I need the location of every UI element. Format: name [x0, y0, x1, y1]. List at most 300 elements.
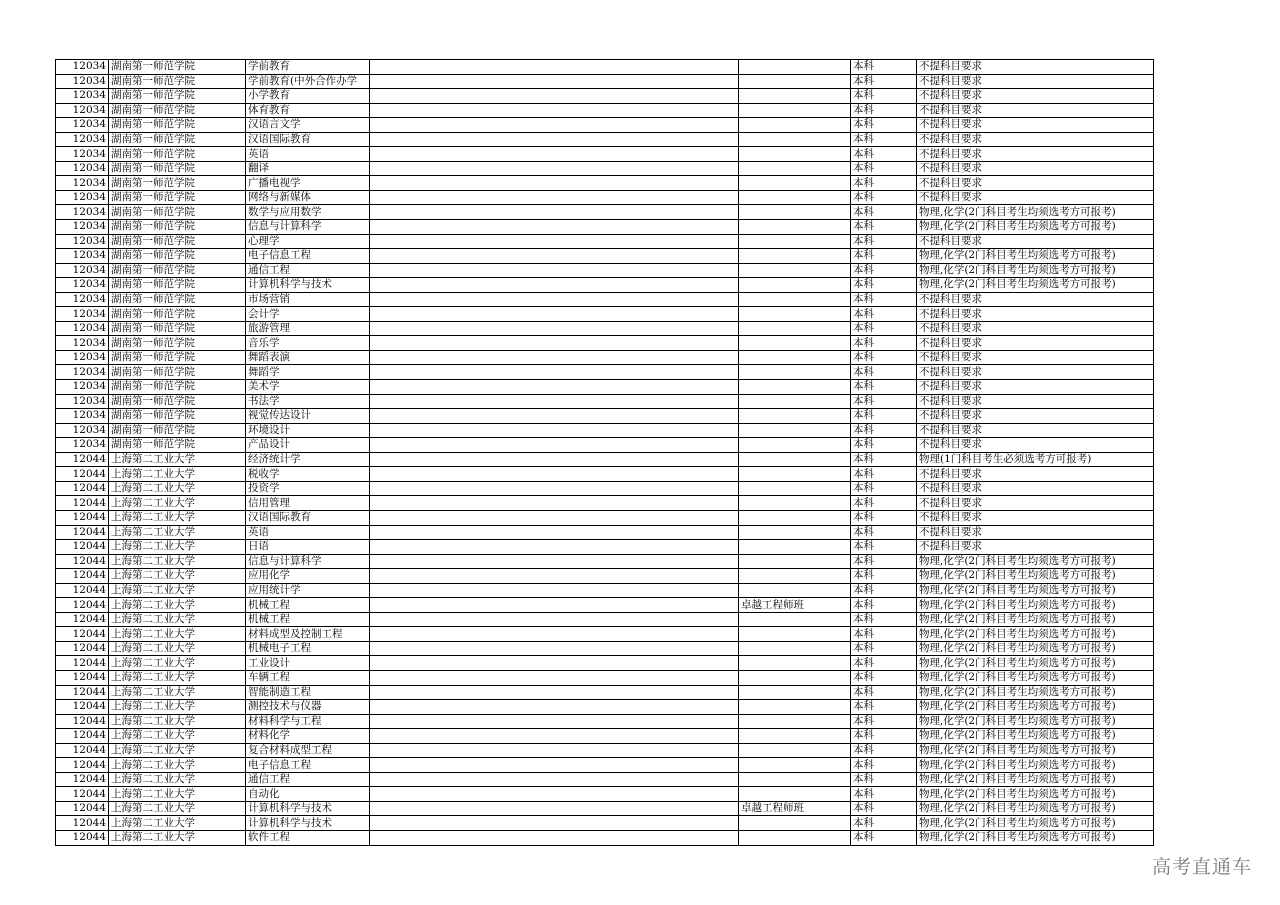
cell-major-note	[370, 132, 739, 147]
cell-degree-level: 本科	[851, 118, 917, 133]
cell-degree-level: 本科	[851, 656, 917, 671]
table-row	[56, 394, 1154, 409]
cell-class-type	[739, 365, 851, 380]
cell-major-note	[370, 438, 739, 453]
cell-degree-level: 本科	[851, 700, 917, 715]
table-row	[56, 350, 1154, 365]
cell-major-note	[370, 481, 739, 496]
cell-class-type	[739, 103, 851, 118]
cell-school-code: 12044	[56, 540, 109, 555]
cell-major-name: 软件工程	[246, 830, 370, 845]
cell-major-name: 心理学	[246, 234, 370, 249]
cell-major-note	[370, 816, 739, 831]
cell-school-name: 上海第二工业大学	[109, 700, 246, 715]
cell-degree-level: 本科	[851, 292, 917, 307]
cell-school-name: 上海第二工业大学	[109, 627, 246, 642]
cell-subject-requirement: 不提科目要求	[917, 365, 1154, 380]
cell-major-note	[370, 263, 739, 278]
cell-school-code: 12034	[56, 409, 109, 424]
cell-degree-level: 本科	[851, 612, 917, 627]
cell-subject-requirement: 不提科目要求	[917, 496, 1154, 511]
cell-degree-level: 本科	[851, 60, 917, 75]
cell-class-type	[739, 278, 851, 293]
cell-school-code: 12044	[56, 467, 109, 482]
cell-major-note	[370, 467, 739, 482]
cell-subject-requirement: 不提科目要求	[917, 481, 1154, 496]
table-body	[56, 60, 1154, 846]
cell-class-type	[739, 118, 851, 133]
cell-major-name: 体育教育	[246, 103, 370, 118]
cell-school-name: 湖南第一师范学院	[109, 161, 246, 176]
table-row	[56, 60, 1154, 75]
table-row	[56, 205, 1154, 220]
cell-school-code: 12044	[56, 481, 109, 496]
cell-degree-level: 本科	[851, 787, 917, 802]
cell-subject-requirement: 物理,化学(2门科目考生均须选考方可报考)	[917, 598, 1154, 613]
cell-degree-level: 本科	[851, 365, 917, 380]
cell-school-code: 12044	[56, 627, 109, 642]
cell-school-name: 湖南第一师范学院	[109, 394, 246, 409]
cell-school-code: 12044	[56, 787, 109, 802]
table-row	[56, 409, 1154, 424]
cell-class-type	[739, 249, 851, 264]
cell-major-note	[370, 714, 739, 729]
cell-school-name: 上海第二工业大学	[109, 598, 246, 613]
cell-school-code: 12044	[56, 729, 109, 744]
table-row	[56, 510, 1154, 525]
cell-school-code: 12044	[56, 554, 109, 569]
table-row	[56, 641, 1154, 656]
cell-subject-requirement: 物理,化学(2门科目考生均须选考方可报考)	[917, 263, 1154, 278]
cell-subject-requirement: 不提科目要求	[917, 525, 1154, 540]
cell-degree-level: 本科	[851, 263, 917, 278]
cell-school-name: 湖南第一师范学院	[109, 60, 246, 75]
cell-class-type	[739, 816, 851, 831]
table-row	[56, 438, 1154, 453]
cell-degree-level: 本科	[851, 205, 917, 220]
cell-degree-level: 本科	[851, 350, 917, 365]
table-row	[56, 627, 1154, 642]
cell-school-code: 12034	[56, 161, 109, 176]
cell-school-code: 12034	[56, 103, 109, 118]
cell-class-type	[739, 220, 851, 235]
cell-class-type	[739, 350, 851, 365]
cell-subject-requirement: 物理,化学(2门科目考生均须选考方可报考)	[917, 220, 1154, 235]
cell-school-code: 12044	[56, 830, 109, 845]
cell-class-type	[739, 641, 851, 656]
cell-subject-requirement: 物理,化学(2门科目考生均须选考方可报考)	[917, 670, 1154, 685]
cell-school-name: 湖南第一师范学院	[109, 321, 246, 336]
cell-school-code: 12044	[56, 598, 109, 613]
cell-major-name: 视觉传达设计	[246, 409, 370, 424]
table-row	[56, 249, 1154, 264]
cell-subject-requirement: 不提科目要求	[917, 147, 1154, 162]
cell-major-note	[370, 321, 739, 336]
cell-major-note	[370, 685, 739, 700]
table-row	[56, 598, 1154, 613]
table-row	[56, 147, 1154, 162]
cell-major-note	[370, 176, 739, 191]
cell-school-code: 12034	[56, 263, 109, 278]
cell-subject-requirement: 物理,化学(2门科目考生均须选考方可报考)	[917, 641, 1154, 656]
cell-major-name: 信息与计算科学	[246, 554, 370, 569]
cell-subject-requirement: 不提科目要求	[917, 409, 1154, 424]
cell-subject-requirement: 物理,化学(2门科目考生均须选考方可报考)	[917, 830, 1154, 845]
cell-school-name: 湖南第一师范学院	[109, 380, 246, 395]
cell-subject-requirement: 不提科目要求	[917, 438, 1154, 453]
cell-class-type	[739, 670, 851, 685]
cell-school-code: 12044	[56, 612, 109, 627]
cell-school-name: 上海第二工业大学	[109, 641, 246, 656]
table-row	[56, 190, 1154, 205]
cell-major-note	[370, 161, 739, 176]
cell-class-type	[739, 627, 851, 642]
cell-major-note	[370, 496, 739, 511]
cell-school-name: 湖南第一师范学院	[109, 336, 246, 351]
cell-major-note	[370, 292, 739, 307]
cell-school-name: 湖南第一师范学院	[109, 89, 246, 104]
cell-degree-level: 本科	[851, 190, 917, 205]
cell-degree-level: 本科	[851, 336, 917, 351]
cell-class-type	[739, 132, 851, 147]
cell-school-name: 湖南第一师范学院	[109, 74, 246, 89]
cell-class-type	[739, 380, 851, 395]
cell-major-note	[370, 641, 739, 656]
cell-class-type	[739, 190, 851, 205]
cell-major-name: 计算机科学与技术	[246, 816, 370, 831]
cell-school-code: 12044	[56, 743, 109, 758]
cell-degree-level: 本科	[851, 743, 917, 758]
cell-class-type	[739, 74, 851, 89]
cell-degree-level: 本科	[851, 481, 917, 496]
cell-class-type	[739, 438, 851, 453]
cell-subject-requirement: 不提科目要求	[917, 89, 1154, 104]
cell-major-note	[370, 380, 739, 395]
cell-class-type	[739, 496, 851, 511]
cell-class-type	[739, 60, 851, 75]
cell-major-name: 舞蹈学	[246, 365, 370, 380]
cell-class-type	[739, 321, 851, 336]
cell-school-name: 上海第二工业大学	[109, 481, 246, 496]
cell-class-type	[739, 510, 851, 525]
cell-major-note	[370, 787, 739, 802]
cell-major-note	[370, 278, 739, 293]
cell-major-name: 汉语言文学	[246, 118, 370, 133]
cell-school-code: 12034	[56, 365, 109, 380]
cell-school-name: 湖南第一师范学院	[109, 307, 246, 322]
cell-degree-level: 本科	[851, 714, 917, 729]
cell-major-name: 复合材料成型工程	[246, 743, 370, 758]
cell-school-code: 12034	[56, 307, 109, 322]
cell-subject-requirement: 不提科目要求	[917, 467, 1154, 482]
cell-subject-requirement: 物理,化学(2门科目考生均须选考方可报考)	[917, 249, 1154, 264]
cell-class-type	[739, 714, 851, 729]
cell-class-type	[739, 394, 851, 409]
cell-school-name: 上海第二工业大学	[109, 670, 246, 685]
cell-major-name: 市场营销	[246, 292, 370, 307]
cell-subject-requirement: 物理,化学(2门科目考生均须选考方可报考)	[917, 656, 1154, 671]
cell-major-note	[370, 612, 739, 627]
cell-school-name: 上海第二工业大学	[109, 743, 246, 758]
cell-major-name: 应用化学	[246, 569, 370, 584]
cell-major-note	[370, 190, 739, 205]
table-row	[56, 467, 1154, 482]
cell-school-code: 12034	[56, 249, 109, 264]
table-row	[56, 103, 1154, 118]
cell-major-name: 汉语国际教育	[246, 510, 370, 525]
table-row	[56, 365, 1154, 380]
cell-school-name: 上海第二工业大学	[109, 510, 246, 525]
cell-subject-requirement: 不提科目要求	[917, 74, 1154, 89]
table-row	[56, 452, 1154, 467]
table-row	[56, 336, 1154, 351]
cell-degree-level: 本科	[851, 816, 917, 831]
cell-major-name: 机械电子工程	[246, 641, 370, 656]
cell-degree-level: 本科	[851, 103, 917, 118]
table-row	[56, 816, 1154, 831]
cell-major-name: 旅游管理	[246, 321, 370, 336]
cell-class-type	[739, 147, 851, 162]
cell-major-name: 计算机科学与技术	[246, 801, 370, 816]
cell-major-name: 日语	[246, 540, 370, 555]
cell-major-note	[370, 830, 739, 845]
table-row	[56, 292, 1154, 307]
cell-major-note	[370, 336, 739, 351]
cell-subject-requirement: 不提科目要求	[917, 336, 1154, 351]
cell-subject-requirement: 物理,化学(2门科目考生均须选考方可报考)	[917, 787, 1154, 802]
table-row	[56, 278, 1154, 293]
cell-subject-requirement: 物理,化学(2门科目考生均须选考方可报考)	[917, 714, 1154, 729]
cell-school-code: 12044	[56, 510, 109, 525]
cell-school-name: 上海第二工业大学	[109, 787, 246, 802]
cell-major-note	[370, 452, 739, 467]
cell-school-name: 上海第二工业大学	[109, 772, 246, 787]
table-row	[56, 118, 1154, 133]
cell-major-name: 美术学	[246, 380, 370, 395]
cell-class-type	[739, 307, 851, 322]
cell-class-type	[739, 685, 851, 700]
cell-school-name: 湖南第一师范学院	[109, 234, 246, 249]
table-row	[56, 161, 1154, 176]
cell-school-name: 湖南第一师范学院	[109, 350, 246, 365]
cell-major-note	[370, 772, 739, 787]
cell-class-type	[739, 481, 851, 496]
cell-school-name: 上海第二工业大学	[109, 467, 246, 482]
cell-school-code: 12034	[56, 132, 109, 147]
cell-major-name: 音乐学	[246, 336, 370, 351]
cell-degree-level: 本科	[851, 510, 917, 525]
table-row	[56, 801, 1154, 816]
cell-subject-requirement: 物理,化学(2门科目考生均须选考方可报考)	[917, 816, 1154, 831]
admission-requirements-table	[55, 59, 1154, 846]
cell-school-name: 上海第二工业大学	[109, 714, 246, 729]
cell-subject-requirement: 物理,化学(2门科目考生均须选考方可报考)	[917, 554, 1154, 569]
cell-class-type: 卓越工程师班	[739, 801, 851, 816]
cell-subject-requirement: 不提科目要求	[917, 118, 1154, 133]
cell-school-name: 上海第二工业大学	[109, 452, 246, 467]
cell-major-name: 小学教育	[246, 89, 370, 104]
cell-major-name: 通信工程	[246, 263, 370, 278]
cell-school-name: 上海第二工业大学	[109, 656, 246, 671]
cell-school-name: 上海第二工业大学	[109, 554, 246, 569]
cell-school-name: 上海第二工业大学	[109, 540, 246, 555]
cell-school-name: 湖南第一师范学院	[109, 118, 246, 133]
table-row	[56, 685, 1154, 700]
cell-school-code: 12034	[56, 380, 109, 395]
cell-school-name: 湖南第一师范学院	[109, 409, 246, 424]
cell-major-note	[370, 525, 739, 540]
cell-school-code: 12044	[56, 641, 109, 656]
cell-major-name: 自动化	[246, 787, 370, 802]
cell-degree-level: 本科	[851, 89, 917, 104]
cell-major-name: 英语	[246, 147, 370, 162]
cell-school-code: 12034	[56, 423, 109, 438]
cell-degree-level: 本科	[851, 452, 917, 467]
cell-major-note	[370, 74, 739, 89]
cell-school-code: 12044	[56, 758, 109, 773]
cell-degree-level: 本科	[851, 496, 917, 511]
cell-subject-requirement: 不提科目要求	[917, 307, 1154, 322]
cell-school-name: 湖南第一师范学院	[109, 249, 246, 264]
cell-class-type	[739, 525, 851, 540]
cell-major-name: 信息与计算科学	[246, 220, 370, 235]
cell-subject-requirement: 物理,化学(2门科目考生均须选考方可报考)	[917, 772, 1154, 787]
cell-school-code: 12034	[56, 147, 109, 162]
cell-major-name: 材料科学与工程	[246, 714, 370, 729]
cell-school-code: 12034	[56, 74, 109, 89]
cell-school-name: 上海第二工业大学	[109, 758, 246, 773]
table-row	[56, 481, 1154, 496]
cell-school-code: 12034	[56, 278, 109, 293]
cell-degree-level: 本科	[851, 409, 917, 424]
cell-subject-requirement: 物理,化学(2门科目考生均须选考方可报考)	[917, 729, 1154, 744]
cell-major-name: 车辆工程	[246, 670, 370, 685]
cell-school-code: 12044	[56, 801, 109, 816]
cell-major-name: 工业设计	[246, 656, 370, 671]
cell-degree-level: 本科	[851, 438, 917, 453]
table-row	[56, 787, 1154, 802]
table-row	[56, 540, 1154, 555]
cell-school-code: 12044	[56, 569, 109, 584]
cell-major-name: 网络与新媒体	[246, 190, 370, 205]
cell-school-name: 上海第二工业大学	[109, 612, 246, 627]
cell-school-name: 上海第二工业大学	[109, 830, 246, 845]
cell-school-name: 上海第二工业大学	[109, 685, 246, 700]
cell-major-name: 应用统计学	[246, 583, 370, 598]
cell-subject-requirement: 不提科目要求	[917, 540, 1154, 555]
table-row	[56, 656, 1154, 671]
cell-major-note	[370, 394, 739, 409]
table-row	[56, 263, 1154, 278]
table-row	[56, 423, 1154, 438]
cell-class-type	[739, 612, 851, 627]
cell-major-name: 舞蹈表演	[246, 350, 370, 365]
cell-class-type	[739, 583, 851, 598]
cell-class-type	[739, 452, 851, 467]
cell-major-name: 智能制造工程	[246, 685, 370, 700]
cell-major-note	[370, 627, 739, 642]
cell-school-code: 12034	[56, 234, 109, 249]
cell-class-type	[739, 409, 851, 424]
cell-major-name: 广播电视学	[246, 176, 370, 191]
cell-major-note	[370, 569, 739, 584]
cell-major-name: 电子信息工程	[246, 758, 370, 773]
cell-school-name: 上海第二工业大学	[109, 583, 246, 598]
cell-school-name: 上海第二工业大学	[109, 496, 246, 511]
cell-major-note	[370, 583, 739, 598]
cell-major-note	[370, 89, 739, 104]
cell-school-name: 湖南第一师范学院	[109, 438, 246, 453]
cell-degree-level: 本科	[851, 641, 917, 656]
cell-school-name: 湖南第一师范学院	[109, 292, 246, 307]
cell-subject-requirement: 物理,化学(2门科目考生均须选考方可报考)	[917, 583, 1154, 598]
cell-class-type: 卓越工程师班	[739, 598, 851, 613]
cell-major-name: 计算机科学与技术	[246, 278, 370, 293]
cell-major-name: 书法学	[246, 394, 370, 409]
cell-major-note	[370, 729, 739, 744]
cell-major-name: 汉语国际教育	[246, 132, 370, 147]
table-row	[56, 307, 1154, 322]
table-row	[56, 74, 1154, 89]
cell-subject-requirement: 物理,化学(2门科目考生均须选考方可报考)	[917, 278, 1154, 293]
cell-class-type	[739, 554, 851, 569]
cell-major-note	[370, 103, 739, 118]
cell-subject-requirement: 不提科目要求	[917, 321, 1154, 336]
cell-major-note	[370, 423, 739, 438]
cell-class-type	[739, 743, 851, 758]
cell-major-name: 机械工程	[246, 612, 370, 627]
cell-class-type	[739, 787, 851, 802]
cell-class-type	[739, 161, 851, 176]
cell-degree-level: 本科	[851, 554, 917, 569]
cell-degree-level: 本科	[851, 758, 917, 773]
table-row	[56, 380, 1154, 395]
cell-major-name: 通信工程	[246, 772, 370, 787]
cell-class-type	[739, 830, 851, 845]
cell-subject-requirement: 物理,化学(2门科目考生均须选考方可报考)	[917, 569, 1154, 584]
cell-degree-level: 本科	[851, 278, 917, 293]
watermark-logo: 高考直通车	[1151, 856, 1252, 878]
cell-major-name: 税收学	[246, 467, 370, 482]
table-row	[56, 583, 1154, 598]
table-row	[56, 670, 1154, 685]
cell-school-name: 湖南第一师范学院	[109, 176, 246, 191]
cell-major-note	[370, 700, 739, 715]
cell-school-code: 12034	[56, 350, 109, 365]
cell-subject-requirement: 不提科目要求	[917, 176, 1154, 191]
cell-school-code: 12044	[56, 583, 109, 598]
cell-school-name: 湖南第一师范学院	[109, 147, 246, 162]
cell-school-name: 湖南第一师范学院	[109, 205, 246, 220]
cell-degree-level: 本科	[851, 74, 917, 89]
cell-major-name: 机械工程	[246, 598, 370, 613]
cell-subject-requirement: 物理,化学(2门科目考生均须选考方可报考)	[917, 743, 1154, 758]
cell-degree-level: 本科	[851, 307, 917, 322]
cell-major-name: 翻译	[246, 161, 370, 176]
cell-subject-requirement: 不提科目要求	[917, 60, 1154, 75]
cell-subject-requirement: 物理,化学(2门科目考生均须选考方可报考)	[917, 205, 1154, 220]
table-row	[56, 569, 1154, 584]
cell-school-name: 湖南第一师范学院	[109, 278, 246, 293]
cell-major-note	[370, 249, 739, 264]
cell-major-name: 会计学	[246, 307, 370, 322]
cell-school-code: 12034	[56, 176, 109, 191]
cell-subject-requirement: 不提科目要求	[917, 423, 1154, 438]
cell-major-name: 数学与应用数学	[246, 205, 370, 220]
cell-class-type	[739, 772, 851, 787]
cell-school-name: 湖南第一师范学院	[109, 263, 246, 278]
cell-major-name: 学前教育(中外合作办学	[246, 74, 370, 89]
